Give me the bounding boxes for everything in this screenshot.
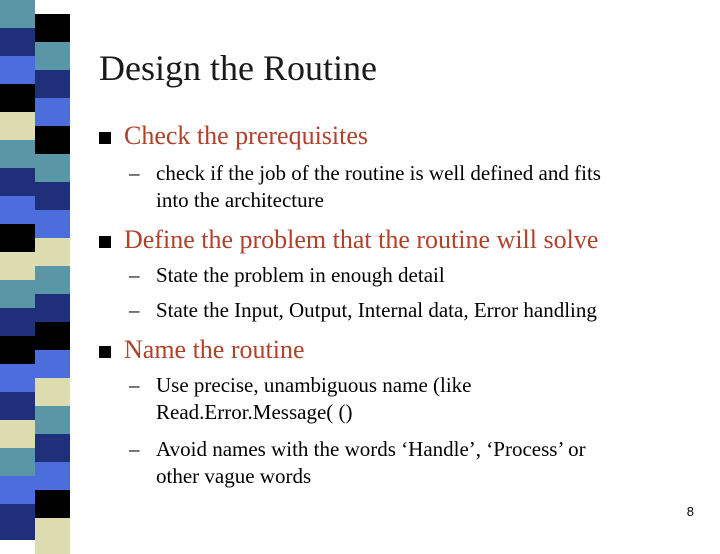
stripe-block	[35, 210, 70, 238]
square-bullet-icon	[99, 346, 111, 358]
sub-text-line: check if the job of the routine is well defined and fits	[156, 161, 601, 185]
stripe-block	[0, 84, 35, 112]
stripe-block	[0, 140, 35, 168]
sub-text-line: Use precise, unambiguous name (like	[156, 373, 472, 397]
stripe-block	[0, 56, 35, 84]
stripe-block	[0, 252, 35, 280]
stripe-block	[0, 336, 35, 364]
stripe-block	[0, 420, 35, 448]
bullet-text: Check the prerequisites	[124, 121, 369, 150]
stripe-block	[0, 224, 35, 252]
stripe-block	[35, 126, 70, 154]
stripe-block	[0, 392, 35, 420]
stripe-block	[35, 154, 70, 182]
stripe-block	[0, 280, 35, 308]
stripe-block	[35, 14, 70, 42]
dash-marker: –	[129, 263, 140, 287]
bullet-text: Name the routine	[124, 335, 305, 364]
stripe-block	[35, 70, 70, 98]
stripe-block	[35, 406, 70, 434]
stripe-block	[0, 308, 35, 336]
stripe-block	[35, 238, 70, 266]
stripe-block	[0, 504, 35, 540]
stripe-block	[0, 112, 35, 140]
sub-text-line: into the architecture	[156, 188, 324, 212]
stripe-block	[35, 378, 70, 406]
stripe-block	[35, 98, 70, 126]
dash-marker: –	[129, 298, 140, 322]
dash-marker: –	[129, 437, 140, 461]
stripe-block	[35, 266, 70, 294]
stripe-block	[0, 28, 35, 56]
square-bullet-icon	[99, 236, 111, 248]
stripe-block	[35, 490, 70, 518]
sub-text-line: Read.Error.Message( ()	[156, 400, 353, 424]
sub-text-line: State the Input, Output, Internal data, Error handling	[156, 298, 597, 322]
sub-text-line: other vague words	[156, 464, 312, 488]
stripe-block	[0, 0, 35, 28]
square-bullet-icon	[99, 132, 111, 144]
stripe-block	[35, 294, 70, 322]
stripe-block	[35, 350, 70, 378]
stripe-block	[0, 364, 35, 392]
stripe-block	[35, 42, 70, 70]
stripe-block	[35, 434, 70, 462]
stripe-block	[0, 168, 35, 196]
page-number: 8	[686, 504, 694, 519]
dash-marker: –	[129, 161, 140, 185]
stripe-block	[0, 476, 35, 504]
dash-marker: –	[129, 373, 140, 397]
sub-text-line: State the problem in enough detail	[156, 263, 445, 287]
stripe-block	[0, 448, 35, 476]
stripe-block	[0, 196, 35, 224]
sub-text-line: Avoid names with the words ‘Handle’, ‘Process’ or	[156, 437, 586, 461]
stripe-block	[35, 518, 70, 554]
stripe-block	[35, 322, 70, 350]
stripe-block	[35, 462, 70, 490]
slide-title: Design the Routine	[99, 48, 377, 88]
bullet-text: Define the problem that the routine will solve	[124, 225, 599, 254]
stripe-block	[35, 182, 70, 210]
decorative-stripe	[0, 0, 70, 540]
